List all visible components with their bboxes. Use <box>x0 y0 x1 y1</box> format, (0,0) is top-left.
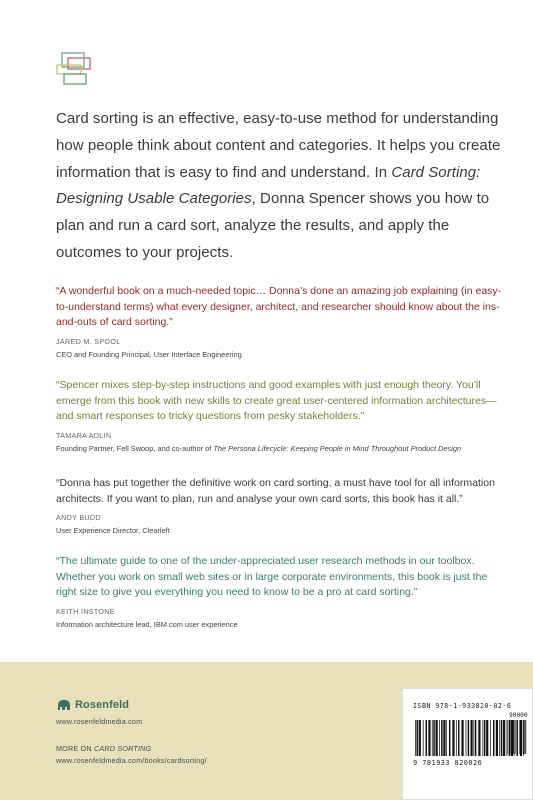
rosenfeld-elephant-icon <box>56 699 72 711</box>
barcode-panel <box>402 688 533 800</box>
role-book-title: The Persona Lifecycle: Keeping People in Mind Throughout Product Design <box>213 443 462 453</box>
testimonial-text: “The ultimate guide to one of the under-appreciated user research methods in our toolbox. Whether you work on small web sites or in large corporate environments, this book is just the right size to give you everything you need to know to be a pro at card sorting.” <box>56 555 488 599</box>
more-prefix: MORE ON <box>56 744 94 753</box>
testimonial-author-role: CEO and Founding Principal, User Interface Engineering <box>56 349 242 359</box>
publisher-url[interactable]: www.rosenfeldmedia.com <box>56 717 143 726</box>
testimonial-author-role: User Experience Director, Clearleft <box>56 526 170 536</box>
book-title: Card Sorting: Designing Usable Categories <box>56 163 481 208</box>
role-prefix: Founding Partner, Fell Swoop, and co-author of <box>56 443 214 453</box>
description-text-1: Card sorting is an effective, easy-to-use method for understanding how people think about content and categories. It helps you create information that is easy to find and understand. In <box>56 110 501 181</box>
more-title: CARD SORTING <box>93 744 152 753</box>
price-barcode-icon <box>507 720 527 754</box>
testimonial-author-role: Information architecture lead, IBM.com user experience <box>56 619 238 629</box>
testimonial-spool <box>56 284 502 360</box>
testimonial-adlin <box>56 378 502 454</box>
price-code: 90000 <box>509 712 528 719</box>
more-on-heading <box>56 744 151 753</box>
testimonial-instone <box>56 554 502 630</box>
publisher-logo <box>56 699 129 711</box>
publisher-name: Rosenfeld <box>75 699 130 711</box>
book-description <box>56 106 506 267</box>
testimonial-author: TAMARA ADLIN <box>56 430 112 440</box>
testimonial-author: KEITH INSTONE <box>56 606 115 616</box>
testimonial-text: “A wonderful book on a much-needed topic… Donna’s done an amazing job explaining (in easy-to-understand terms) what every designer, architect, and researcher should know about the ins-and-outs of card sorting.” <box>56 285 502 329</box>
book-url[interactable]: www.rosenfeldmedia.com/books/cardsorting/ <box>56 756 207 765</box>
testimonial-text: “Donna has put together the definitive work on card sorting, a must have tool for all information architects. If you want to plan, run and analyse your own card sorts, this book has it all.” <box>56 477 495 505</box>
testimonial-author-role <box>56 444 502 454</box>
description-text-2: , Donna Spencer shows you how to plan and run a card sort, analyze the results, and apply the outcomes to your projects. <box>56 190 490 261</box>
ean-number: 9 781933 820026 <box>413 759 483 767</box>
testimonial-text: “Spencer mixes step-by-step instructions and good examples with just enough theory. You’ll emerge from this book with new skills to create great user-centered information architectures—and smart responses to tricky questions from pesky stakeholders.” <box>56 379 497 423</box>
footer-band <box>0 662 533 800</box>
testimonial-author: JARED M. SPOOL <box>56 336 121 346</box>
testimonial-budd <box>56 476 502 536</box>
isbn-number: ISBN 978-1-933820-02-6 <box>413 702 512 710</box>
testimonial-author: ANDY BUDD <box>56 513 101 523</box>
card-stack-logo-icon <box>56 52 96 86</box>
